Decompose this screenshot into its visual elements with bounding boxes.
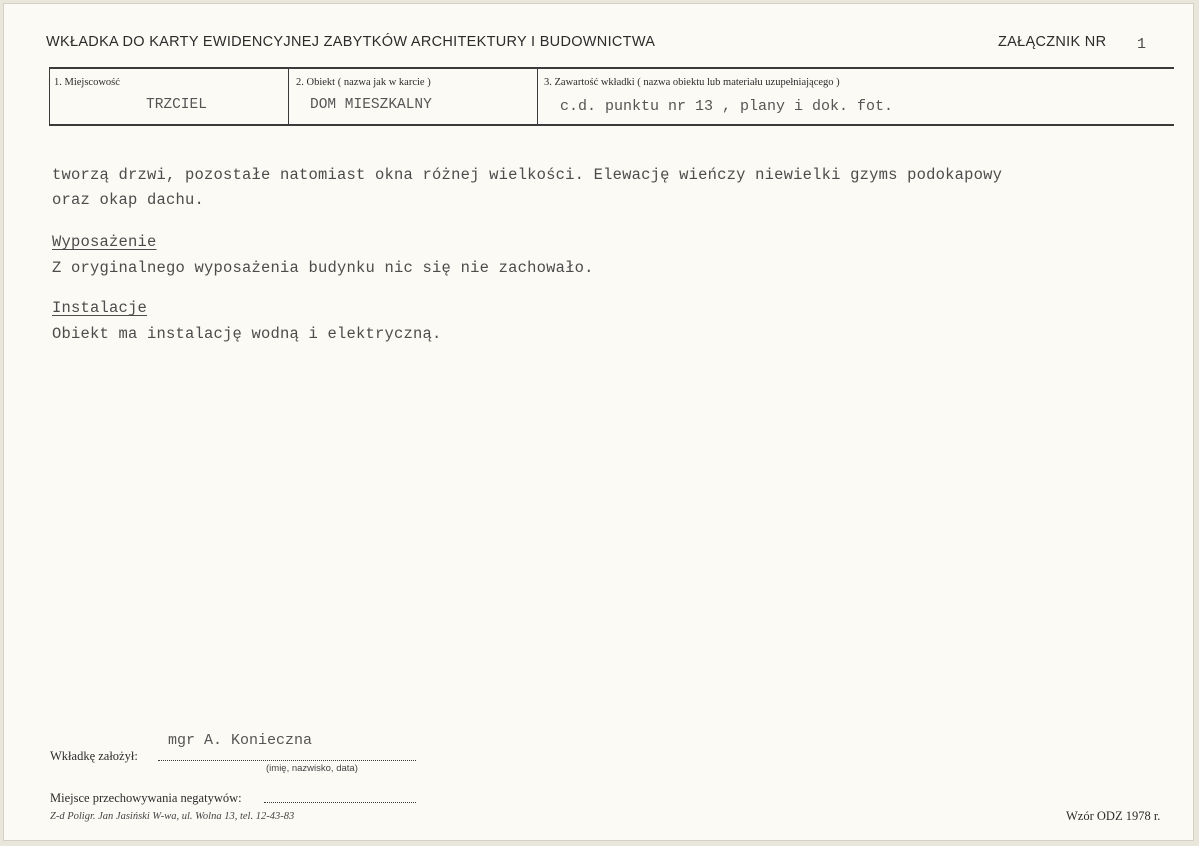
field-value-contents: c.d. punktu nr 13 , plany i dok. fot. (560, 98, 894, 115)
form-code: Wzór ODZ 1978 r. (1066, 809, 1161, 823)
body-line-1: tworzą drzwi, pozostałe natomiast okna różnej wielkości. Elewację wieńczy niewielki gzyms podokapowy (52, 166, 1003, 184)
author-value: mgr A. Konieczna (168, 732, 313, 749)
section-text-furnishings: Z oryginalnego wyposażenia budynku nic się nie zachowało. (52, 259, 594, 277)
document-title: WKŁADKA DO KARTY EWIDENCYJNEJ ZABYTKÓW ARCHITEKTURY I BUDOWNICTWA (46, 34, 656, 50)
author-dotted-line (158, 760, 416, 761)
table-top-rule (49, 67, 1174, 69)
annex-number: 1 (1137, 36, 1147, 53)
document-sheet (3, 3, 1194, 841)
field-label-object: 2. Obiekt ( nazwa jak w karcie ) (296, 77, 431, 88)
field-value-object: DOM MIESZKALNY (310, 97, 432, 113)
table-divider-left (49, 69, 50, 124)
printer-info: Z-d Poligr. Jan Jasiński W-wa, ul. Wolna 13, tel. 12-43-83 (50, 811, 295, 822)
table-bottom-rule (49, 124, 1174, 126)
section-heading-installations: Instalacje (52, 299, 148, 317)
field-label-locality: 1. Miejscowość (54, 77, 120, 88)
table-divider-1 (288, 69, 289, 124)
negatives-label: Miejsce przechowywania negatywów: (50, 791, 242, 805)
section-heading-furnishings: Wyposażenie (52, 233, 157, 251)
field-value-locality: TRZCIEL (146, 97, 207, 113)
body-line-2: oraz okap dachu. (52, 191, 205, 209)
author-label: Wkładkę założył: (50, 749, 138, 763)
author-caption: (imię, nazwisko, data) (266, 763, 358, 774)
table-divider-2 (537, 69, 538, 124)
field-label-contents: 3. Zawartość wkładki ( nazwa obiektu lub materiału uzupełniającego ) (544, 77, 840, 88)
annex-label: ZAŁĄCZNIK NR (998, 34, 1107, 50)
section-text-installations: Obiekt ma instalację wodną i elektryczną. (52, 325, 442, 343)
negatives-dotted-line (264, 802, 416, 803)
